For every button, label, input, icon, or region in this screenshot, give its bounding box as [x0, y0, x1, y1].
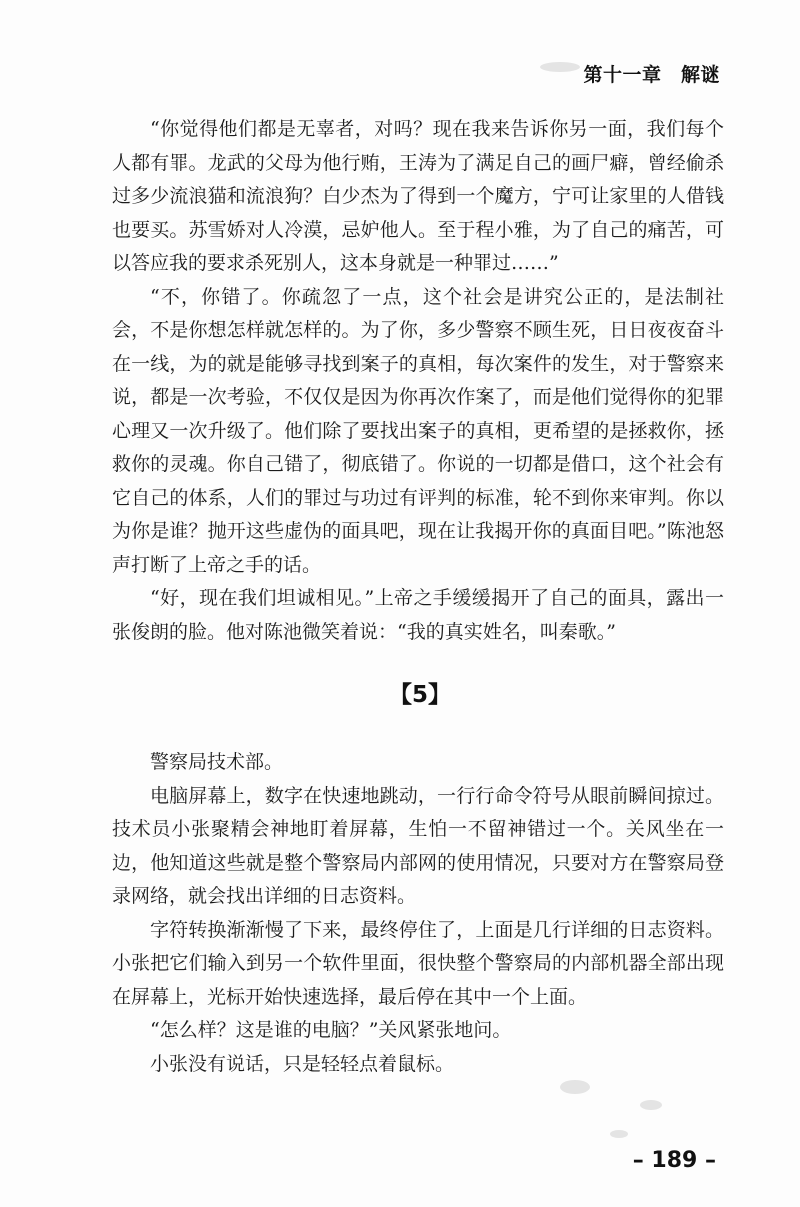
paragraph: 字符转换渐渐慢了下来，最终停住了，上面是几行详细的日志资料。小张把它们输入到另一个软件里面，很快整个警察局的内部机器全部出现在屏幕上，光标开始快速选择，最后停在其中一个上面。: [112, 918, 724, 1008]
paragraph: “怎么样？这是谁的电脑？”关风紧张地问。: [150, 1019, 512, 1041]
scan-speckle: [640, 1100, 662, 1110]
text-block-after-section: [112, 746, 724, 1081]
scan-speckle: [610, 1130, 628, 1138]
text-block-before-section: [112, 113, 724, 649]
scan-speckle: [560, 1080, 590, 1094]
paragraph: “好，现在我们坦诚相见。”上帝之手缓缓揭开了自己的面具，露出一张俊朗的脸。他对陈池微笑着说：“我的真实姓名，叫秦歌。”: [112, 587, 724, 643]
running-head: 第十一章 解谜: [583, 64, 720, 86]
paragraph: 电脑屏幕上，数字在快速地跳动，一行行命令符号从眼前瞬间掠过。技术员小张聚精会神地盯着屏幕，生怕一不留神错过一个。关风坐在一边，他知道这些就是整个警察局内部网的使用情况，只要对方在警察局登录网络，就会找出详细的日志资料。: [112, 784, 724, 907]
paragraph: 警察局技术部。: [150, 751, 284, 773]
paragraph: “你觉得他们都是无辜者，对吗？现在我来告诉你另一面，我们每个人都有罪。龙武的父母为他行贿，王涛为了满足自己的画尸癖，曾经偷杀过多少流浪猫和流浪狗？白少杰为了得到一个魔方，宁可让家里的人借钱也要买。苏雪娇对人冷漠，忌妒他人。至于程小雅，为了自己的痛苦，可以答应我的要求杀死别人，这本身就是一种罪过……”: [112, 118, 724, 274]
section-heading: 【5】: [388, 682, 451, 708]
scan-speckle: [540, 62, 580, 72]
page-number: – 189 –: [632, 1148, 716, 1173]
paragraph: “不，你错了。你疏忽了一点，这个社会是讲究公正的，是法制社会，不是你想怎样就怎样的。为了你，多少警察不顾生死，日日夜夜奋斗在一线，为的就是能够寻找到案子的真相，每次案件的发生，对于警察来说，都是一次考验，不仅仅是因为你再次作案了，而是他们觉得你的犯罪心理又一次升级了。他们除了要找出案子的真相，更希望的是拯救你，拯救你的灵魂。你自己错了，彻底错了。你说的一切都是借口，这个社会有它自己的体系，人们的罪过与功过有评判的标准，轮不到你来审判。你以为你是谁？抛开这些虚伪的面具吧，现在让我揭开你的真面目吧。”陈池怒声打断了上帝之手的话。: [112, 285, 724, 576]
paragraph: 小张没有说话，只是轻轻点着鼠标。: [150, 1052, 455, 1075]
